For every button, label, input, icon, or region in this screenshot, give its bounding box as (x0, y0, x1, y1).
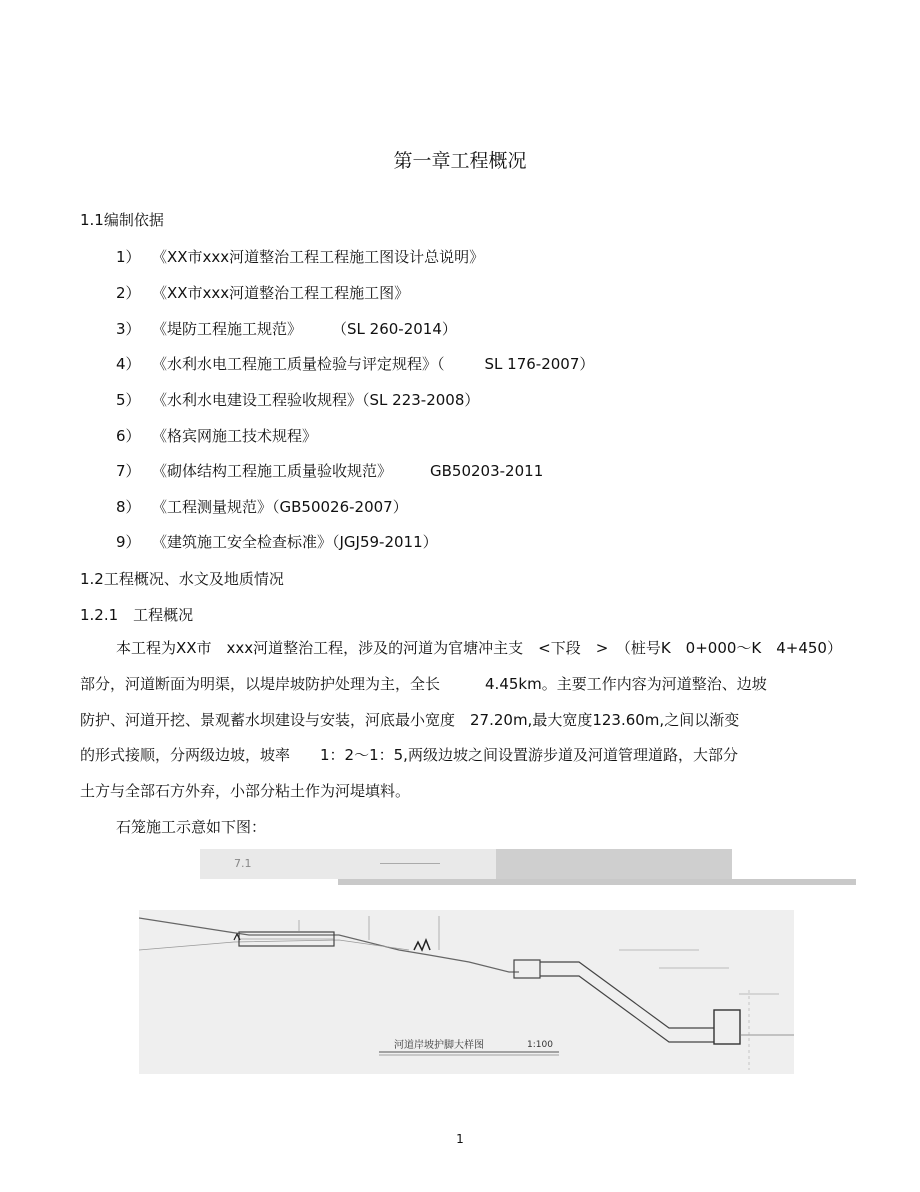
page-number: 1 (456, 1132, 464, 1146)
section-heading-1-2: 1.2工程概况、水文及地质情况 (80, 570, 284, 588)
body-paragraph-line: 本工程为XX市 xxx河道整治工程，涉及的河道为官塘冲主支 <下段 > （桩号K 0+000～K 4+450） (116, 639, 842, 657)
section-heading-1-1: 1.1编制依据 (80, 211, 164, 229)
body-paragraph-line: 的形式接顺，分两级边坡，坡率 1：2～1：5,两级边坡之间设置游步道及河道管理道路，大部分 (80, 746, 738, 764)
scanned-header-strip (200, 849, 732, 879)
list-item: 9） 《建筑施工安全检查标准》（JGJ59-2011） (116, 533, 438, 551)
list-item: 7） 《砌体结构工程施工质量验收规范》 GB50203-2011 (116, 462, 544, 480)
body-paragraph-line: 部分，河道断面为明渠，以堤岸坡防护处理为主，全长 4.45km。主要工作内容为河道整治、边坡 (80, 675, 767, 693)
list-item: 1） 《XX市xxx河道整治工程工程施工图设计总说明》 (116, 248, 485, 266)
embankment-cross-section-drawing (139, 910, 794, 1074)
list-item: 4） 《水利水电工程施工质量检验与评定规程》（ SL 176-2007） (116, 355, 595, 373)
list-item: 3） 《堤防工程施工规范》 （SL 260-2014） (116, 320, 457, 338)
list-item: 8） 《工程测量规范》（GB50026-2007） (116, 498, 408, 516)
drawing-scale: 1:100 (527, 1040, 553, 1050)
page-title: 第一章工程概况 (393, 150, 527, 172)
body-paragraph-line: 土方与全部石方外弃，小部分粘土作为河堤填料。 (80, 782, 411, 800)
figure-intro: 石笼施工示意如下图： (116, 818, 267, 836)
list-item: 5） 《水利水电建设工程验收规程》（SL 223-2008） (116, 391, 480, 409)
section-heading-1-2-1: 1.2.1 工程概况 (80, 606, 194, 624)
strip-label: 7.1 (234, 857, 252, 870)
body-paragraph-line: 防护、河道开挖、景观蓄水坝建设与安装，河底最小宽度 27.20m,最大宽度123.60m,之间以渐变 (80, 711, 740, 729)
list-item: 2） 《XX市xxx河道整治工程工程施工图》 (116, 284, 410, 302)
list-item: 6） 《格宾网施工技术规程》 (116, 427, 318, 445)
drawing-caption: 河道岸坡护脚大样图 (394, 1040, 484, 1051)
strip-shadow (338, 879, 856, 885)
